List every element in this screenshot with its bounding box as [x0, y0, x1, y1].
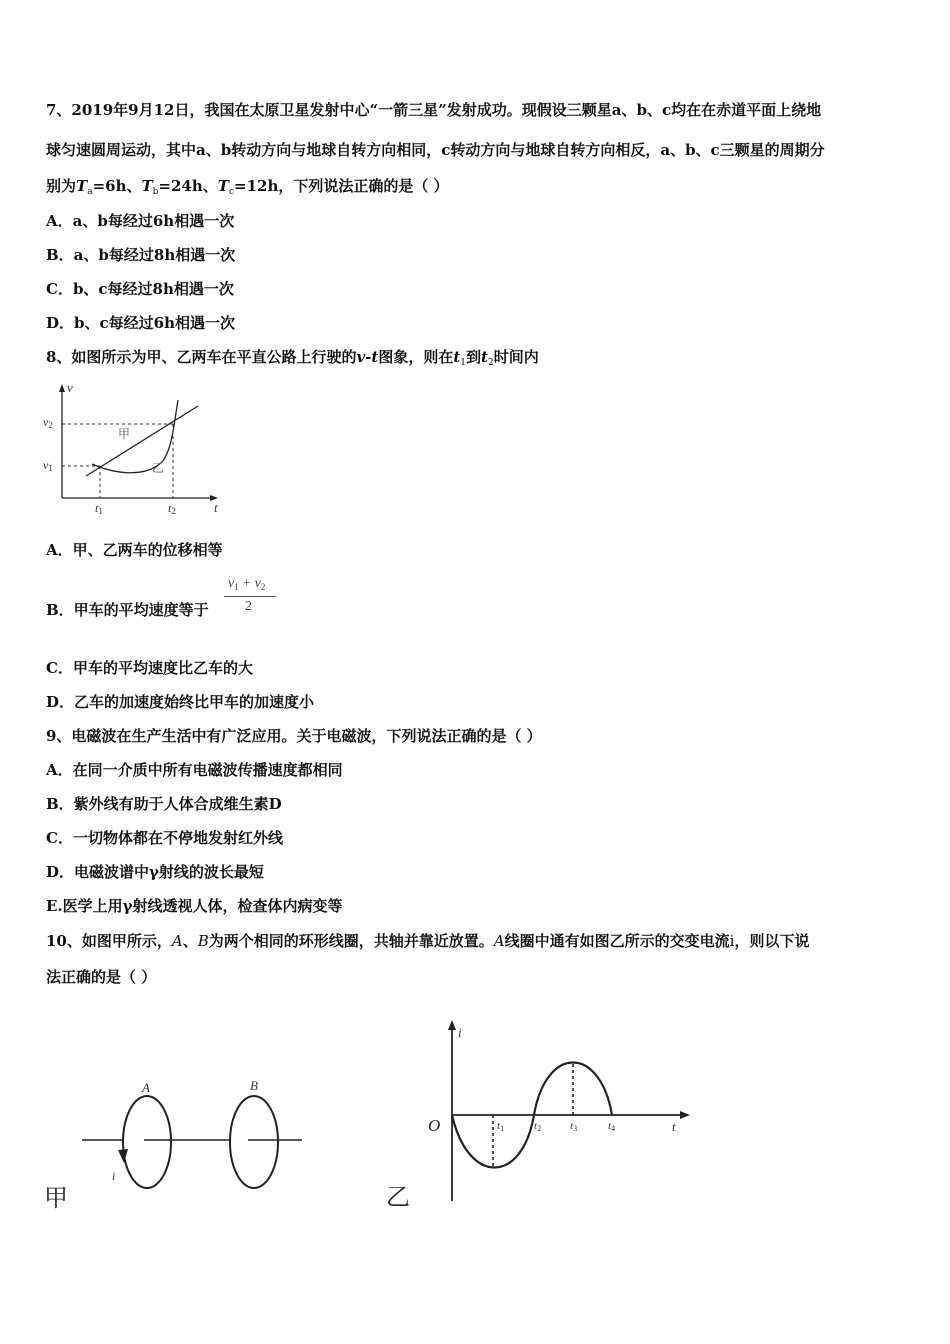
q8-t1-sub: 1 — [98, 506, 103, 516]
q10-var-i: i — [729, 932, 735, 950]
q8-fraction — [222, 576, 282, 620]
q10-stem-pre: 10、如图甲所示， — [46, 932, 172, 950]
q8-v-axis-arrow — [59, 384, 65, 392]
q10-t3-sub: 3 — [573, 1124, 578, 1133]
q10-sep: 、 — [182, 932, 198, 950]
q10-t2-var: t — [534, 1120, 538, 1132]
q8-stem-t1-sub: 1 — [460, 358, 467, 368]
q10-var-a: A — [171, 932, 183, 950]
q8-t1-var: t — [95, 501, 99, 515]
q7-ta-sub: a — [87, 187, 93, 197]
q8-stem-pre: 8、如图所示为甲、乙两车在平直公路上行驶的 — [46, 348, 357, 366]
q10-t2-label — [534, 1120, 541, 1133]
q10-t4-label — [608, 1120, 615, 1133]
q7-stem-line3 — [46, 176, 449, 202]
q8-option-b: B．甲车的平均速度等于 — [46, 601, 209, 619]
q10-fig-jia — [40, 1070, 320, 1210]
q10-t1-label — [497, 1120, 504, 1133]
q8-v1-label — [43, 458, 53, 473]
q8-stem-to: 到 — [466, 348, 482, 366]
q8-stem-t2: t — [481, 348, 488, 366]
q7-tb-val: =24h、 — [158, 177, 218, 195]
q8-stem — [46, 347, 539, 373]
q8-frac-v2: v — [254, 576, 261, 591]
q7-tb-var: T — [141, 177, 153, 195]
q10-coil-a — [123, 1096, 171, 1188]
q8-option-a: A．甲、乙两车的位移相等 — [46, 541, 223, 559]
q8-option-c: C．甲车的平均速度比乙车的大 — [46, 659, 253, 677]
q10-stem-line1 — [46, 931, 809, 951]
q10-t2-sub: 2 — [537, 1124, 542, 1133]
q8-yi-label: 乙 — [152, 461, 165, 475]
q10-stem-line2: 法正确的是（ ） — [46, 968, 157, 986]
q10-coil-b — [230, 1096, 278, 1188]
q10-t1-sub: 1 — [500, 1124, 505, 1133]
q10-caption-yi: 乙 — [386, 1185, 410, 1211]
q9-option-a: A．在同一介质中所有电磁波传播速度都相同 — [46, 761, 343, 779]
q7-ta-val: =6h、 — [92, 177, 142, 195]
q10-t3-label — [570, 1120, 577, 1133]
q10-var-b: B — [197, 932, 209, 950]
q7-tc-val: =12h，下列说法正确的是（ ） — [234, 177, 449, 195]
q10-axis-i-label: i — [458, 1025, 462, 1040]
q8-frac-bar — [224, 596, 276, 597]
q7-option-a: A．a、b每经过6h相遇一次 — [46, 212, 235, 230]
q10-i-axis-arrow — [448, 1020, 456, 1030]
q8-t2-var: t — [168, 501, 172, 515]
q10-t3-var: t — [570, 1120, 574, 1132]
q7-option-c: C．b、c每经过8h相遇一次 — [46, 280, 234, 298]
q8-frac-plus: + — [242, 576, 251, 591]
q7-tb-sub: b — [152, 187, 159, 197]
q10-t4-var: t — [608, 1120, 612, 1132]
q8-stem-end: 时间内 — [493, 348, 539, 366]
q7-ta-var: T — [76, 177, 88, 195]
q10-t4-sub: 4 — [611, 1124, 616, 1133]
q8-frac-v1: v — [228, 576, 235, 591]
q9-option-d: D．电磁波谱中γ射线的波长最短 — [46, 863, 264, 881]
q8-t1-label — [95, 501, 103, 516]
q7-option-b: B．a、b每经过8h相遇一次 — [46, 246, 236, 264]
q10-axis-t-label: t — [672, 1119, 676, 1134]
q10-caption-jia: 甲 — [44, 1186, 68, 1212]
q8-v2-sub: 2 — [48, 420, 53, 430]
q7-stem-line2: 球匀速圆周运动，其中a、b转动方向与地球自转方向相同，c转动方向与地球自转方向相反，a、b、c三颗星的周期分 — [46, 141, 825, 159]
q7-stem-line3-pre: 别为 — [46, 177, 77, 195]
q8-t2-label — [168, 501, 176, 516]
q9-option-e: E.医学上用γ射线透视人体，检查体内病变等 — [46, 897, 343, 915]
q8-option-d: D．乙车的加速度始终比甲车的加速度小 — [46, 693, 315, 711]
q7-tc-var: T — [217, 177, 229, 195]
q8-yi-curve — [92, 400, 178, 473]
q8-jia-line — [86, 406, 198, 476]
q10-label-a: A — [142, 1080, 150, 1095]
q8-frac-sub2: 2 — [260, 582, 266, 592]
q9-option-b: B．紫外线有助于人体合成维生素D — [46, 795, 282, 813]
q10-t-axis-arrow — [680, 1111, 690, 1119]
q8-stem-t1: t — [453, 348, 461, 366]
q8-stem-mid: 图象，则在 — [378, 348, 454, 366]
q10-var-a2: A — [493, 932, 505, 950]
q8-stem-vt: v-t — [356, 348, 379, 366]
q10-t1-var: t — [497, 1120, 501, 1132]
q8-t-axis-label: t — [214, 500, 218, 515]
q8-t2-sub: 2 — [171, 506, 176, 516]
q10-label-i: i — [112, 1169, 116, 1183]
q10-current-arrow — [118, 1149, 128, 1163]
q8-v-axis-label: v — [67, 380, 73, 395]
q8-frac-sub1: 1 — [234, 582, 239, 592]
q10-origin-label: O — [428, 1116, 441, 1135]
q10-stem-mid: 为两个相同的环形线圈，共轴并靠近放置。 — [208, 932, 494, 950]
q10-stem-post: 线圈中通有如图乙所示的交变电流 — [504, 932, 730, 950]
q7-tc-sub: c — [228, 187, 234, 197]
q8-jia-label: 甲 — [118, 427, 131, 441]
q8-v1-sub: 1 — [48, 463, 53, 473]
q7-stem-line1: 7、2019年9月12日，我国在太原卫星发射中心“一箭三星”发射成功。现假设三颗星a、b、c均在在赤道平面上绕地 — [46, 101, 822, 119]
q7-option-d: D．b、c每经过6h相遇一次 — [46, 314, 235, 332]
q8-stem-t2-sub: 2 — [487, 358, 494, 368]
q8-v2-var: v — [43, 415, 49, 429]
q8-v2-label — [43, 415, 53, 430]
q8-v1-var: v — [43, 458, 49, 472]
q9-option-c: C．一切物体都在不停地发射红外线 — [46, 829, 283, 847]
q10-stem-end: ，则以下说 — [734, 932, 810, 950]
q8-vt-graph — [40, 376, 230, 516]
q8-frac-denominator: 2 — [245, 599, 252, 614]
q9-stem: 9、电磁波在生产生活中有广泛应用。关于电磁波，下列说法正确的是（ ） — [46, 727, 542, 745]
q10-label-b: B — [250, 1078, 258, 1093]
q8-frac-numerator — [228, 576, 265, 592]
q10-fig-yi — [380, 1015, 700, 1215]
